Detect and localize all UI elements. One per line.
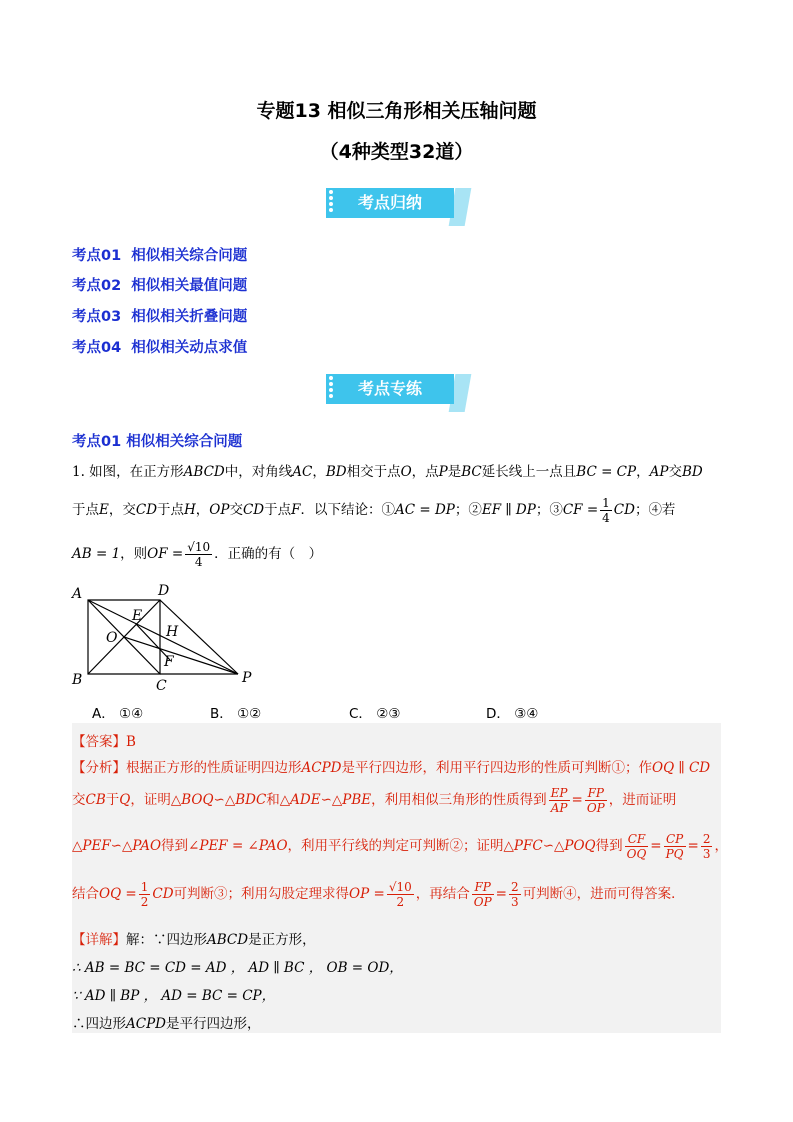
analysis-line-2: 交CB于Q，证明△BOQ∽△BDC和△ADE∽△PBE，利用相似三角形的性质得到 $\frac{EP}{AP}$ = $\frac{FP}{OP}$ ，进而证明 xyxy=(72,786,677,815)
option-a[interactable]: A． ①④ xyxy=(92,706,144,722)
section-heading: 考点01 相似相关综合问题 xyxy=(72,434,243,450)
banner-summary xyxy=(326,188,466,222)
geometry-figure xyxy=(70,578,260,696)
label-e: E xyxy=(132,608,143,624)
banner-practice-label: 考点专练 xyxy=(357,379,422,398)
option-c[interactable]: C． ②③ xyxy=(349,706,401,722)
analysis-line-3: △PEF∽△PAO得到∠PEF = ∠PAO，利用平行线的判定可判断②；证明△PFC∽△POQ得到 $\frac{CF}{OQ}$ = $\frac{CP}{PQ}$ = $\frac{2}{3}$ ， xyxy=(72,832,728,861)
question-line-2: 于点E，交CD于点H，OP交CD于点F．以下结论：①AC = DP；②EF ∥ DP；③CF = $\frac{1}{4}$ CD；④若 xyxy=(72,496,676,525)
toc-item-4[interactable]: 考点04 相似相关动点求值 xyxy=(72,340,248,356)
page-title: 专题13 相似三角形相关压轴问题 xyxy=(256,100,537,122)
option-d[interactable]: D． ③④ xyxy=(486,706,539,722)
label-c: C xyxy=(156,678,167,694)
question-line-3: AB = 1，则OF = $\frac{√10}{4}$ ．正确的有（ ） xyxy=(72,540,323,569)
page-subtitle: （4种类型32道） xyxy=(319,141,474,163)
answer-line: 【答案】B xyxy=(72,734,136,750)
analysis-line-4: 结合OQ = $\frac{1}{2}$ CD可判断③；利用勾股定理求得OP = $\frac{√10}{2}$ ，再结合 $\frac{FP}{OP}$ = $\frac{2}{3}$ 可判断④，进而可得答案． xyxy=(72,880,685,909)
detail-line-3: ∴四边形ACPD是平行四边形， xyxy=(72,1016,261,1032)
option-b[interactable]: B． ①② xyxy=(210,706,262,722)
segment-op xyxy=(124,637,238,674)
label-f: F xyxy=(164,654,174,670)
label-a: A xyxy=(72,586,83,602)
toc-item-1[interactable]: 考点01 相似相关综合问题 xyxy=(72,248,248,264)
label-o: O xyxy=(106,630,118,646)
detail-line-2: ∵ AD ∥ BP ， AD = BC = CP， xyxy=(72,988,276,1004)
label-b: B xyxy=(72,672,83,688)
question-line-1: 1. 如图，在正方形ABCD中，对角线AC，BD相交于点O，点P是BC延长线上一点且BC = CP，AP交BD xyxy=(72,464,703,480)
banner-summary-label: 考点归纳 xyxy=(357,193,422,212)
detail-line-0: 【详解】解：∵四边形ABCD是正方形， xyxy=(72,932,316,948)
label-d: D xyxy=(158,583,170,599)
analysis-line-1: 【分析】根据正方形的性质证明四边形ACPD是平行四边形，利用平行四边形的性质可判断①；作OQ ∥ CD xyxy=(72,760,711,776)
toc-item-3[interactable]: 考点03 相似相关折叠问题 xyxy=(72,309,248,325)
label-h: H xyxy=(166,624,179,640)
detail-line-1: ∴ AB = BC = CD = AD ， AD ∥ BC ， OB = OD， xyxy=(72,960,403,976)
banner-practice xyxy=(326,374,466,408)
toc-item-2[interactable]: 考点02 相似相关最值问题 xyxy=(72,278,248,294)
label-p: P xyxy=(242,670,252,686)
